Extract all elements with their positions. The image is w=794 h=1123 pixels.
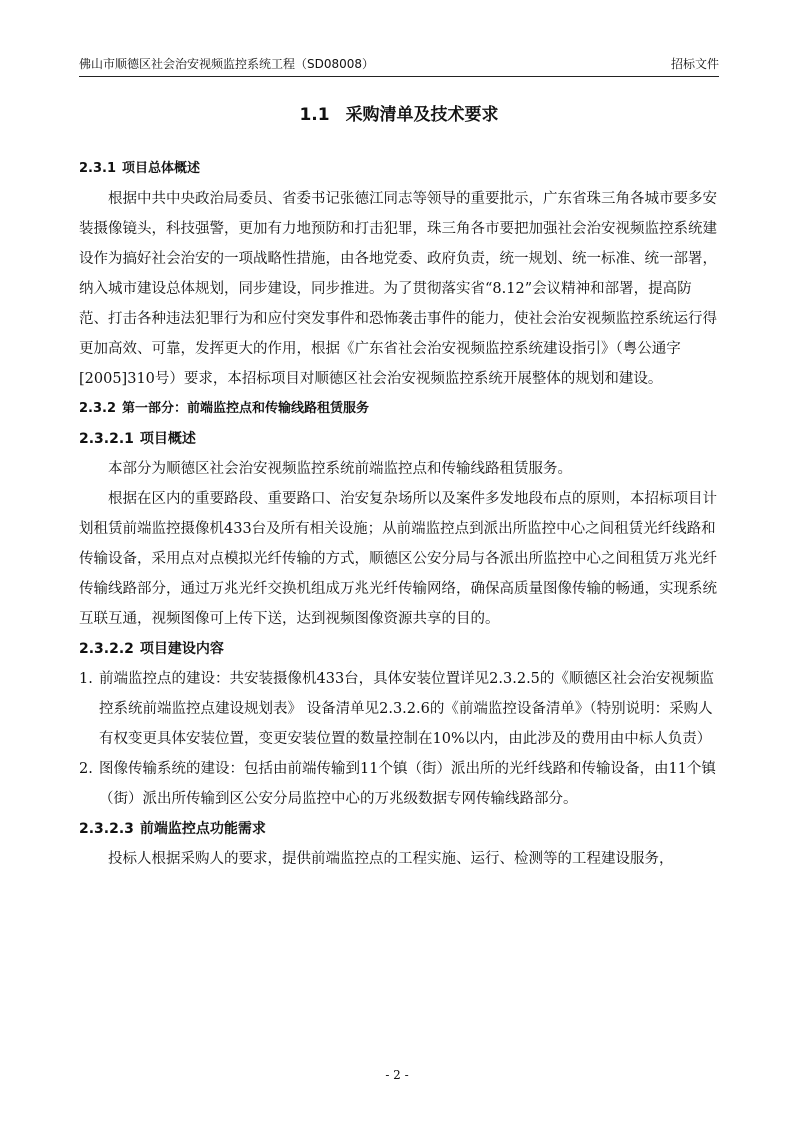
- section-2-3-1-paragraph: 根据中共中央政治局委员、省委书记张德江同志等领导的重要批示，广东省珠三角各城市要多安装摄像镜头，科技强警，更加有力地预防和打击犯罪，珠三角各市要把加强社会治安视频监控系统建设作为搞好社会治安的一项战略性措施，由各地党委、政府负责，统一规划、统一标准、统一部署，纳入城市建设总体规划，同步建设，同步推进。为了贯彻落实省“8.12”会议精神和部署，提高防范、打击各种违法犯罪行为和应付突发事件和恐怖袭击事件的能力，使社会治安视频监控系统运行得更加高效、可靠，发挥更大的作用，根据《广东省社会治安视频监控系统建设指引》（粤公通字[2005]310号）要求，本招标项目对顺德区社会治安视频监控系统开展整体的规划和建设。: [79, 191, 717, 387]
- list-item: [79, 754, 719, 814]
- section-number: 2.3.2.3: [79, 821, 134, 837]
- document-body: [79, 98, 719, 874]
- section-number: 2.3.2.2: [79, 641, 134, 657]
- section-title: 项目总体概述: [122, 161, 201, 176]
- section-2-3-2-heading: [79, 394, 719, 424]
- title-text: 采购清单及技术要求: [345, 105, 499, 125]
- section-title: 项目建设内容: [139, 641, 224, 657]
- section-title: 第一部分：前端监控点和传输线路租赁服务: [122, 401, 370, 416]
- header-project-name: 佛山市顺德区社会治安视频监控系统工程（SD08008）: [79, 57, 375, 71]
- section-2-3-2-1-heading: [79, 424, 719, 454]
- section-2-3-2-1-paragraph-1: 本部分为顺德区社会治安视频监控系统前端监控点和传输线路租赁服务。: [108, 461, 572, 477]
- header-doc-type: 招标文件: [670, 57, 719, 71]
- page-header: [79, 54, 719, 77]
- list-item: [79, 664, 719, 754]
- page-title: [79, 98, 719, 132]
- section-2-3-2-3-heading: [79, 814, 719, 844]
- section-number: 2.3.1: [79, 161, 117, 176]
- page-number: - 2 -: [385, 1068, 409, 1082]
- section-2-3-2-1-paragraph-2: 根据在区内的重要路段、重要路口、治安复杂场所以及案件多发地段布点的原则，本招标项目计划租赁前端监控摄像机433台及所有相关设施；从前端监控点到派出所监控中心之间租赁光纤线路和传输设备，采用点对点模拟光纤传输的方式，顺德区公安分局与各派出所监控中心之间租赁万兆光纤传输线路部分，通过万兆光纤交换机组成万兆光纤传输网络，确保高质量图像传输的畅通，实现系统互联互通，视频图像可上传下送，达到视频图像资源共享的目的。: [79, 491, 717, 627]
- list-index: 1.: [79, 671, 93, 687]
- section-title: 前端监控点功能需求: [139, 821, 266, 837]
- section-2-3-1-heading: [79, 154, 719, 184]
- title-number: 1.1: [299, 105, 330, 125]
- list-item-text: 前端监控点的建设：共安装摄像机433台，具体安装位置详见2.3.2.5的《顺德区社会治安视频监控系统前端监控点建设规划表》 设备清单见2.3.2.6的《前端监控设备清单》（特别说明：采购人有权变更具体安装位置，变更安装位置的数量控制在10%以内，由此涉及的费用由中标人负责）: [99, 671, 714, 747]
- list-index: 2.: [79, 761, 93, 777]
- section-title: 项目概述: [139, 431, 196, 447]
- section-number: 2.3.2.1: [79, 431, 134, 447]
- section-number: 2.3.2: [79, 401, 117, 416]
- list-item-text: 图像传输系统的建设：包括由前端传输到11个镇（街）派出所的光纤线路和传输设备，由11个镇（街）派出所传输到区公安分局监控中心的万兆级数据专网传输线路部分。: [99, 761, 716, 807]
- section-2-3-2-2-heading: [79, 634, 719, 664]
- section-2-3-2-3-paragraph: 投标人根据采购人的要求，提供前端监控点的工程实施、运行、检测等的工程建设服务，: [108, 851, 674, 867]
